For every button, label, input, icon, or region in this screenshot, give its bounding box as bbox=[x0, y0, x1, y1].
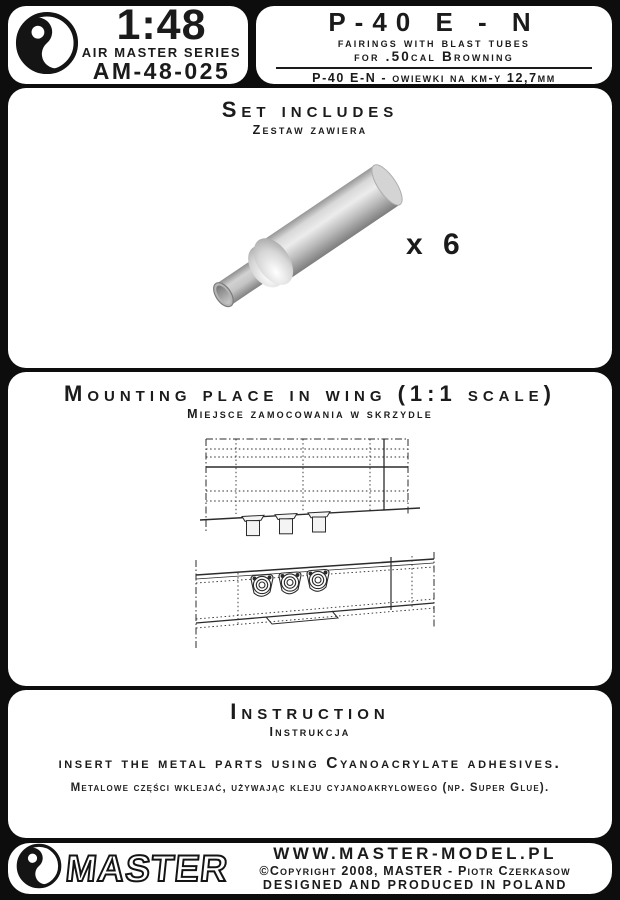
instruction-text: insert the metal parts using Cyanoacrylate adhesives. bbox=[58, 755, 562, 773]
quantity-label: x 6 bbox=[406, 228, 466, 261]
scale-label: 1:48 bbox=[116, 0, 207, 49]
brand-wordmark: MASTER bbox=[63, 848, 231, 889]
instruction-section bbox=[8, 690, 612, 838]
set-includes-title: Set includes bbox=[221, 97, 399, 122]
wing-side-view-drawing bbox=[198, 434, 428, 547]
header-divider bbox=[276, 67, 593, 69]
product-subtitle-line1: fairings with blast tubes bbox=[337, 35, 531, 51]
mounting-section bbox=[8, 372, 612, 686]
master-swirl-logo-icon bbox=[16, 843, 62, 894]
header-brand-panel bbox=[8, 0, 248, 85]
product-subtitle-polish: P-40 E-N - owiewki na km-y 12,7mm bbox=[312, 70, 556, 85]
footer-panel bbox=[8, 843, 612, 894]
master-swirl-logo-icon bbox=[15, 11, 79, 80]
product-subtitle-line2: for .50cal Browning bbox=[354, 49, 514, 65]
origin-text: DESIGNED AND PRODUCED IN POLAND bbox=[262, 878, 568, 893]
mounting-title: Mounting place in wing (1:1 scale) bbox=[64, 381, 556, 406]
set-includes-section bbox=[8, 88, 612, 368]
copyright-text: ©Copyright 2008, MASTER - Piotr Czerkasow bbox=[259, 863, 571, 878]
product-code: AM-48-025 bbox=[92, 58, 231, 85]
instruction-title: Instruction bbox=[230, 699, 390, 724]
wing-front-view-drawing bbox=[180, 548, 448, 663]
instruction-title-polish: Instrukcja bbox=[269, 725, 351, 740]
website-url: WWW.MASTER-MODEL.PL bbox=[273, 844, 557, 864]
product-title: P-40 E - N bbox=[328, 7, 540, 37]
instruction-text-polish: Metalowe części wklejać, używając kleju cyjanoakrylowego (np. Super Glue). bbox=[70, 782, 550, 795]
mounting-title-polish: Miejsce zamocowania w skrzydle bbox=[187, 407, 433, 422]
set-includes-title-polish: Zestaw zawiera bbox=[252, 123, 368, 138]
header-title-panel bbox=[256, 6, 612, 84]
series-label: AIR MASTER SERIES bbox=[81, 45, 242, 61]
